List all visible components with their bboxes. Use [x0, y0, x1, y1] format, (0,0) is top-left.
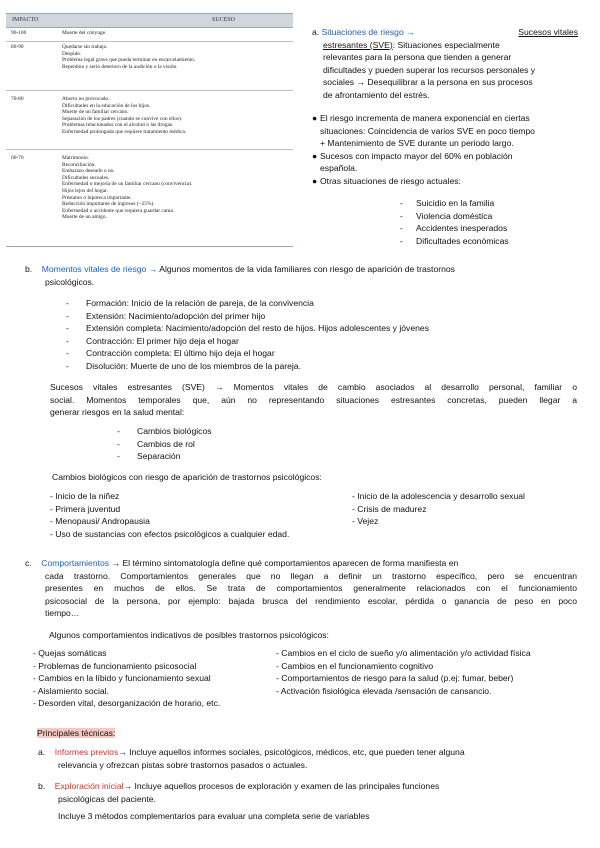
bio-title: Cambios biológicos con riesgo de aparición de trastornos psicológicos: — [52, 472, 322, 482]
list-item: - Separación — [117, 451, 181, 462]
section-a-bullets: ● El riesgo incrementa de manera exponencial en ciertas situaciones: Coincidencia de varios SVE en poco tiempo + Mantenimiento de SVE durante un periodo largo. ● Sucesos con impacto mayor del 60% en población española. ● Otras situaciones de riesgo actuales: — [312, 113, 535, 186]
section-a: a. Situaciones de riesgo → Sucesos vitales estresantes (SVE): Situaciones especialmente relevantes para la persona que tienden a generar dificultades y pueden superar los recursos personales y sociales → Desequilibrar a la persona en sus procesos de afrontamiento del estrés. — [312, 27, 578, 100]
list-item: - Contracción: El primer hijo deja el hogar — [66, 335, 239, 346]
section-b: b. Momentos vitales de riesgo → Algunos momentos de la vida familiares con riesgo de aparición de trastornos psicológicos. — [25, 264, 455, 287]
behaviors-title: Algunos comportamientos indicativos de posibles trastornos psicológicos: — [49, 630, 329, 640]
behaviors-left-list: - Quejas somáticas - Problemas de funcionamiento psicosocial - Cambios en la líbido y funcionamiento sexual - Aislamiento social. - Desorden vital, desorganización de horario, etc. — [33, 648, 221, 709]
sve-paragraph: Sucesos vitales estresantes (SVE) → Momentos vitales de cambio asociados al desarrollo personal, familiar o social. Momentos temporales que, aún no representando situaciones estresantes concretas, pueden llegar a generar riesgos en la salud mental: — [50, 382, 577, 418]
section-c: c. Comportamientos → El término sintomatología define qué comportamientos aparecen de forma manifiesta en cada trastorno. Comportamientos generales que no llegan a definir un trastorno específico, pero se encuentran presentes en muchos de ellos. Se trata de comportamientos generalmente relacionados con el funcionamiento psicosocial de la persona, por ejemplo: bajada brusca del rendimiento escolar, pérdida o ganancia de peso en poco tiempo… — [25, 558, 577, 619]
table-row: 90-100 Muerte del cónyuge. — [6, 28, 293, 42]
risk-list — [400, 197, 590, 247]
list-item: - Contracción completa: El último hijo deja el hogar — [66, 348, 275, 359]
list-item: - Cambios de rol — [117, 438, 195, 449]
tecnica-a: a. Informes previos→ Incluye aquellos informes sociales, psicológicos, médicos, etc, que pueden tener alguna relevancia y ofrezcan pistas sobre trastornos pasados o actuales. — [38, 747, 465, 770]
table-row: 70-80 Aborto no provocado. Dificultades en la educación de los hijos. Muerte de un familiar cercano. Separación de los padres (cuando se convive con ellos). Problemas relacionados con el alcohol o las drogas. Enfermedad prolongada que requiere tratamiento médico. — [6, 91, 293, 150]
bio-right-list: - Inicio de la adolescencia y desarrollo sexual - Crisis de madurez - Vejez — [352, 491, 525, 527]
list-item: - Violencia doméstica — [400, 210, 493, 221]
list-item: - Cambios biológicos — [117, 426, 212, 436]
table-row: 60-70 Matrimonio. Reconciliación. Embarazo deseado o no. Dificultades sexuales. Enfermedad o mejoría de un familiar cercano (convivencia). Hijos lejos del hogar. Préstamo o hipoteca importante. Reducción importante de ingresos (~25%). Enfermedad o accidente que requiera guardar cama. Muerte de un amigo. — [11, 155, 193, 221]
bio-left-list: - Inicio de la niñez - Primera juventud - Menopausi/ Andropausia - Uso de sustancias con efectos psicológicos a cualquier edad. — [50, 491, 290, 539]
tecnicas-title: Principales técnicas: — [37, 728, 116, 738]
col-suceso: SUCESO — [212, 17, 236, 23]
table-header — [6, 14, 293, 28]
impact-table — [6, 13, 293, 247]
col-impacto: IMPACTO — [12, 17, 39, 23]
tecnica-b-title: Exploración inicial — [54, 781, 124, 791]
section-a-title: Situaciones de riesgo → — [321, 27, 415, 37]
list-item: - Dificultades económicas — [400, 235, 509, 246]
list-item: - Disolución: Muerte de uno de los miembros de la pareja. — [66, 360, 301, 371]
table-row: 80-90 Quedarse sin trabajo. Despido. Problema legal grave que pueda terminar en encarcelamiento. Repentino y serio deterioro de la audición o la visión. — [6, 42, 293, 91]
list-item: - Accidentes inesperados — [400, 223, 508, 234]
section-c-title: Comportamientos — [41, 558, 110, 568]
tecnica-a-title: Informes previos — [54, 747, 119, 757]
moments-list — [66, 297, 586, 373]
list-item: - Suicidio en la familia — [400, 198, 495, 208]
list-item: - Extensión completa: Nacimiento/adopción del resto de hijos. Hijos adolescentes y jóvenes — [66, 323, 429, 334]
tecnica-b-note: Incluye 3 métodos complementarios para evaluar una completa serie de variables — [58, 811, 370, 821]
tecnica-b: b. Exploración inicial→ Incluye aquellos procesos de exploración y examen de las principales funciones psicológicas del paciente. — [38, 781, 440, 804]
list-item: - Formación: Inicio de la relación de pareja, de la convivencia — [66, 298, 314, 308]
list-item: - Extensión: Nacimiento/adopción del primer hijo — [66, 310, 266, 321]
changes-list — [117, 425, 317, 463]
section-b-title: Momentos vitales de riesgo → — [41, 264, 158, 274]
behaviors-right-list: - Cambios en el ciclo de sueño y/o alimentación y/o actividad física - Cambios en el funcionamiento cognitivo - Comportamientos de riesgo para la salud (p.ej: fumar, beber) - Activación fisiológica elevada /sensación de cansancio. — [276, 648, 531, 696]
